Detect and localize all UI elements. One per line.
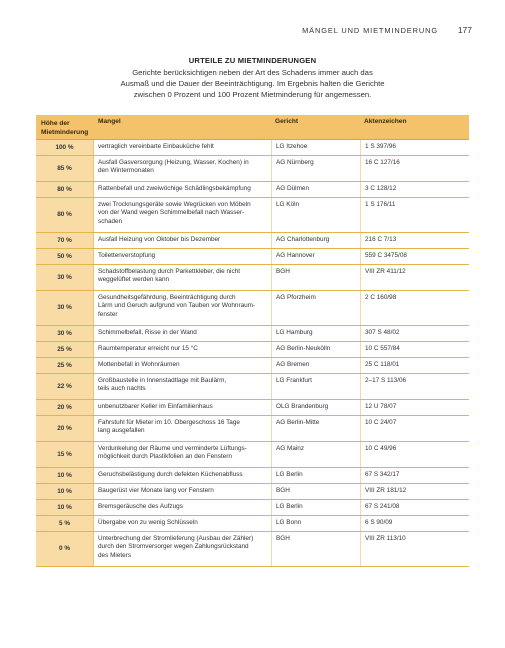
defect-line: Unterbrechung der Stromlieferung (Ausbau der Zähler) xyxy=(98,535,254,542)
table-row xyxy=(36,265,469,291)
caption-line: Ausmaß und die Dauer der Beeinträchtigung. Im Ergebnis halten die Gerichte xyxy=(120,78,385,88)
court-name: LG Bonn xyxy=(271,516,360,531)
court-name: LG Berlin xyxy=(271,500,360,515)
defect-line: lang ausgefallen xyxy=(98,427,145,435)
defect-line: von der Wand wegen Schimmelbefall nach Wasser- xyxy=(98,209,245,217)
court-name: BGH xyxy=(271,265,360,290)
page-number: 177 xyxy=(457,25,472,35)
defect-line: Schimmelbefall, Risse in der Wand xyxy=(98,329,197,336)
case-reference: 10 C 557/84 xyxy=(360,342,469,357)
table-row xyxy=(36,140,469,156)
header-defect: Mangel xyxy=(98,118,121,125)
defect-line: Raumtemperatur erreicht nur 15 °C xyxy=(98,345,198,352)
case-reference: 67 S 342/17 xyxy=(360,468,469,483)
defect-line: Ausfall Gasversorgung (Heizung, Wasser, Kochen) in xyxy=(98,159,249,166)
table-row xyxy=(36,342,469,358)
defect-line: Mottenbefall in Wohnräumen xyxy=(98,361,180,368)
table-row xyxy=(36,468,469,484)
court-name: AG Dülmen xyxy=(271,182,360,197)
defect-description xyxy=(94,416,271,441)
reduction-percent: 80 % xyxy=(36,198,94,232)
table-row xyxy=(36,416,469,442)
defect-description xyxy=(94,198,271,232)
case-reference: 10 C 24/07 xyxy=(360,416,469,441)
reduction-percent: 20 % xyxy=(36,400,94,415)
defect-description xyxy=(94,326,271,341)
court-name: AG Bremen xyxy=(271,358,360,373)
reduction-percent: 30 % xyxy=(36,265,94,290)
case-reference: 16 C 127/16 xyxy=(360,156,469,181)
table-row xyxy=(36,291,469,326)
reduction-percent: 25 % xyxy=(36,342,94,357)
caption-line: Gerichte berücksichtigen neben der Art des Schadens immer auch das xyxy=(132,68,373,77)
case-reference: 6 S 90/09 xyxy=(360,516,469,531)
case-reference: 1 S 176/11 xyxy=(360,198,469,232)
defect-line: Gesundheitsgefährdung, Beeinträchtigung durch xyxy=(98,294,236,301)
court-name: AG Pforzheim xyxy=(271,291,360,325)
defect-line: teils auch nachts xyxy=(98,385,146,393)
reduction-percent: 85 % xyxy=(36,156,94,181)
reduction-percent: 10 % xyxy=(36,484,94,499)
case-reference: 12 U 78/07 xyxy=(360,400,469,415)
table-row xyxy=(36,326,469,342)
case-reference: 67 S 241/08 xyxy=(360,500,469,515)
court-name: LG Hamburg xyxy=(271,326,360,341)
defect-description xyxy=(94,400,271,415)
case-reference: 3 C 128/12 xyxy=(360,182,469,197)
defect-line: Verdunkelung der Räume und verminderte Lüftungs- xyxy=(98,445,247,452)
defect-line: Schadstoffbelastung durch Parkettkleber, die nicht xyxy=(98,268,240,275)
defect-description xyxy=(94,140,271,155)
table-row xyxy=(36,400,469,416)
table-caption xyxy=(36,56,469,100)
defect-description xyxy=(94,532,271,566)
defect-description xyxy=(94,233,271,248)
reduction-percent: 30 % xyxy=(36,291,94,325)
case-reference: 559 C 3475/08 xyxy=(360,249,469,264)
case-reference: VIII ZR 113/10 xyxy=(360,532,469,566)
table-row xyxy=(36,516,469,532)
court-name: AG Hannover xyxy=(271,249,360,264)
reduction-percent: 70 % xyxy=(36,233,94,248)
defect-line: durch den Stromversorger wegen Zahlungsrückstand xyxy=(98,543,249,551)
court-name: AG Charlottenburg xyxy=(271,233,360,248)
table-row xyxy=(36,358,469,374)
header-reduction-line: Höhe der xyxy=(41,120,70,128)
court-name: BGH xyxy=(271,484,360,499)
reduction-percent: 5 % xyxy=(36,516,94,531)
court-name: LG Berlin xyxy=(271,468,360,483)
running-head xyxy=(0,26,505,38)
case-reference: 216 C 7/13 xyxy=(360,233,469,248)
table-row xyxy=(36,156,469,182)
defect-description xyxy=(94,374,271,399)
table-row xyxy=(36,532,469,567)
reduction-percent: 50 % xyxy=(36,249,94,264)
table-row xyxy=(36,484,469,500)
defect-line: Ausfall Heizung von Oktober bis Dezember xyxy=(98,236,221,243)
reduction-percent: 25 % xyxy=(36,358,94,373)
rent-reduction-table xyxy=(36,115,469,567)
header-reduction xyxy=(36,115,94,139)
defect-line: zwei Trocknungsgeräte sowie Wegrücken von Möbeln xyxy=(98,201,251,208)
defect-line: Toilettenverstopfung xyxy=(98,252,156,259)
case-reference: 307 S 48/02 xyxy=(360,326,469,341)
court-name: LG Frankfurt xyxy=(271,374,360,399)
court-name: OLG Brandenburg xyxy=(271,400,360,415)
reduction-percent: 15 % xyxy=(36,442,94,467)
case-reference: VIII ZR 411/12 xyxy=(360,265,469,290)
caption-title: URTEILE ZU MIETMINDERUNGEN xyxy=(188,56,317,65)
case-reference: 2–17 S 113/06 xyxy=(360,374,469,399)
table-row xyxy=(36,182,469,198)
defect-description xyxy=(94,500,271,515)
header-reduction-line: Mietminderung xyxy=(41,128,89,136)
defect-description xyxy=(94,265,271,290)
defect-description xyxy=(94,249,271,264)
defect-line: fenster xyxy=(98,310,118,318)
table-row xyxy=(36,249,469,265)
court-name: AG Berlin-Mitte xyxy=(271,416,360,441)
defect-description xyxy=(94,182,271,197)
defect-line: den Wintermonaten xyxy=(98,167,154,175)
defect-description xyxy=(94,291,271,325)
table-row xyxy=(36,233,469,249)
reduction-percent: 22 % xyxy=(36,374,94,399)
reduction-percent: 20 % xyxy=(36,416,94,441)
defect-description xyxy=(94,516,271,531)
court-name: AG Berlin-Neukölln xyxy=(271,342,360,357)
reduction-percent: 10 % xyxy=(36,468,94,483)
defect-line: Lärm und Geruch aufgrund von Tauben vor Wohnraum- xyxy=(98,302,256,310)
defect-line: Übergabe von zu wenig Schlüsseln xyxy=(98,519,198,526)
case-reference: VIII ZR 181/12 xyxy=(360,484,469,499)
defect-line: Rattenbefall und zweiwöchige Schädlingsbekämpfung xyxy=(98,185,251,192)
reduction-percent: 100 % xyxy=(36,140,94,155)
reduction-percent: 80 % xyxy=(36,182,94,197)
defect-line: unbenutzbarer Keller im Einfamilienhaus xyxy=(98,403,213,410)
header-reference: Aktenzeichen xyxy=(364,118,407,125)
defect-description xyxy=(94,342,271,357)
reduction-percent: 0 % xyxy=(36,532,94,566)
caption-line: zwischen 0 Prozent und 100 Prozent Mietminderung für angemessen. xyxy=(133,89,372,99)
defect-line: Großbaustelle in Innenstadtlage mit Baulärm, xyxy=(98,377,227,384)
court-name: AG Mainz xyxy=(271,442,360,467)
defect-line: Baugerüst vier Monate lang vor Fenstern xyxy=(98,487,214,494)
defect-line: schaden xyxy=(98,217,123,225)
defect-description xyxy=(94,156,271,181)
table-header-row xyxy=(36,115,469,140)
court-name: LG Itzehoe xyxy=(271,140,360,155)
defect-line: Geruchsbelästigung durch defekten Küchenabfluss xyxy=(98,471,243,478)
reduction-percent: 30 % xyxy=(36,326,94,341)
table-row xyxy=(36,374,469,400)
defect-description xyxy=(94,442,271,467)
court-name: AG Nürnberg xyxy=(271,156,360,181)
defect-line: Bremsgeräusche des Aufzugs xyxy=(98,503,183,510)
case-reference: 1 S 397/96 xyxy=(360,140,469,155)
reduction-percent: 10 % xyxy=(36,500,94,515)
running-title: MÄNGEL UND MIETMINDERUNG xyxy=(302,26,438,35)
defect-line: weggelüftet werden kann xyxy=(98,276,170,284)
defect-line: Fahrstuhl für Mieter im 10. Obergeschoss 16 Tage xyxy=(98,419,240,426)
table-row xyxy=(36,500,469,516)
case-reference: 25 C 118/01 xyxy=(360,358,469,373)
table-row xyxy=(36,198,469,233)
court-name: BGH xyxy=(271,532,360,566)
defect-line: vertraglich vereinbarte Einbauküche fehlt xyxy=(98,143,214,150)
table-row xyxy=(36,442,469,468)
defect-description xyxy=(94,484,271,499)
case-reference: 10 C 49/96 xyxy=(360,442,469,467)
case-reference: 2 C 160/98 xyxy=(360,291,469,325)
defect-description xyxy=(94,358,271,373)
defect-line: möglichkeit durch Plastikfolien an den Fenstern xyxy=(98,453,232,461)
defect-line: des Mieters xyxy=(98,551,132,559)
court-name: LG Köln xyxy=(271,198,360,232)
header-court: Gericht xyxy=(275,118,299,125)
defect-description xyxy=(94,468,271,483)
caption-text xyxy=(36,68,469,100)
